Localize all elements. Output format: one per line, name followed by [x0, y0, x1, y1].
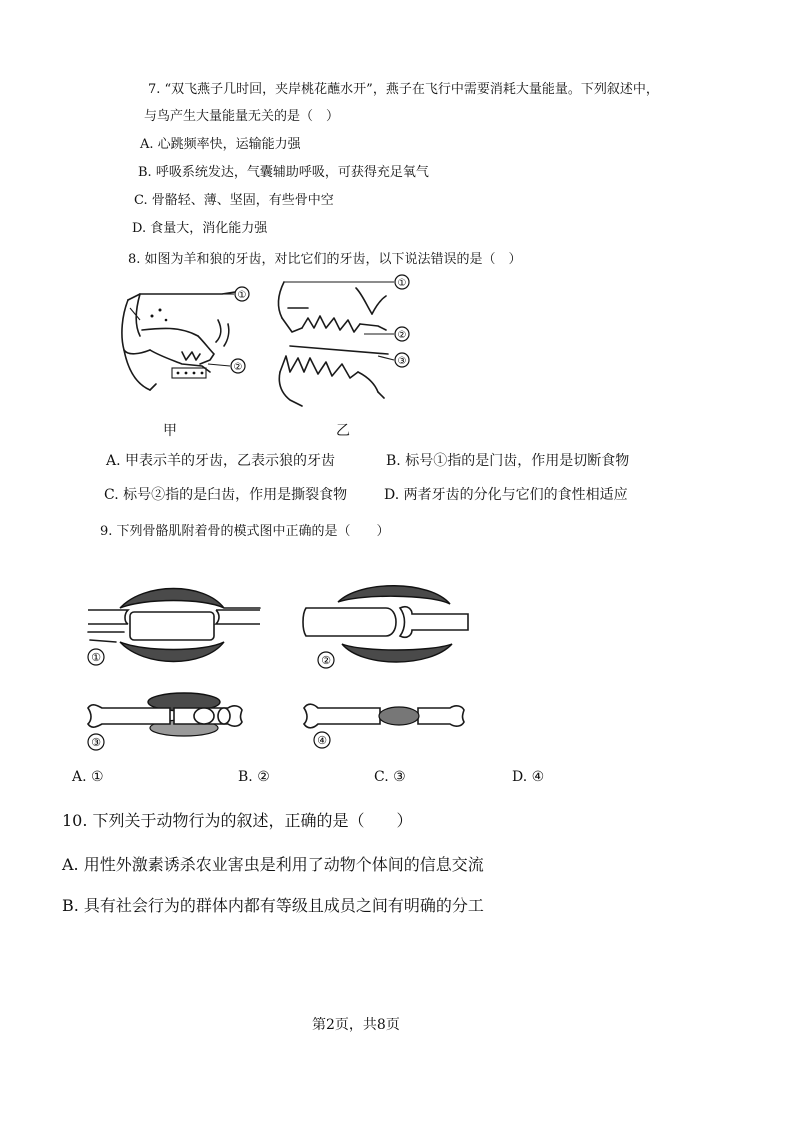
fig-caption-yi: 乙 — [336, 423, 350, 439]
q9-option-c: C. ③ — [374, 769, 406, 785]
muscle-diagram-1 — [84, 580, 264, 675]
q7-option-c: C. 骨骼轻、薄、坚固，有些骨中空 — [134, 193, 334, 208]
wolf-label-3: ③ — [397, 356, 407, 367]
diagram-label-3: ③ — [91, 736, 101, 749]
muscle-diagram-3 — [84, 682, 264, 752]
fig-caption-jia: 甲 — [163, 423, 177, 439]
q7-option-a: A. 心跳频率快，运输能力强 — [140, 137, 301, 152]
q8-stem: 8. 如图为羊和狼的牙齿，对比它们的牙齿，以下说法错误的是（ ） — [128, 252, 522, 267]
q7-stem-line1: 7. “双飞燕子几时回，夹岸桃花蘸水开”，燕子在飞行中需要消耗大量能量。下列叙述中， — [148, 82, 659, 97]
q8-option-b: B. 标号①指的是门齿，作用是切断食物 — [386, 453, 630, 469]
q9-option-d: D. ④ — [512, 769, 545, 785]
wolf-teeth-figure — [268, 272, 418, 422]
q8-option-d: D. 两者牙齿的分化与它们的食性相适应 — [384, 487, 628, 503]
q7-stem-line2: 与鸟产生大量能量无关的是（ ） — [144, 109, 340, 124]
sheep-teeth-figure — [110, 280, 260, 420]
q10-option-a: A. 用性外激素诱杀农业害虫是利用了动物个体间的信息交流 — [62, 855, 484, 874]
page-number: 第2页，共8页 — [312, 1017, 400, 1033]
wolf-label-1: ① — [397, 278, 407, 289]
wolf-label-2: ② — [397, 330, 407, 341]
q10-option-b: B. 具有社会行为的群体内都有等级且成员之间有明确的分工 — [62, 896, 484, 915]
q8-option-c: C. 标号②指的是臼齿，作用是撕裂食物 — [104, 487, 348, 503]
q7-option-b: B. 呼吸系统发达，气囊辅助呼吸，可获得充足氧气 — [138, 165, 429, 180]
diagram-label-4: ④ — [317, 734, 327, 747]
diagram-label-2: ② — [321, 654, 331, 667]
muscle-diagram-4 — [300, 690, 475, 750]
q8-option-a: A. 甲表示羊的牙齿，乙表示狼的牙齿 — [106, 453, 336, 469]
q9-option-a: A. ① — [72, 769, 104, 785]
sheep-label-2: ② — [233, 362, 243, 373]
diagram-label-1: ① — [91, 651, 101, 664]
q9-option-b: B. ② — [238, 769, 270, 785]
q10-stem: 10. 下列关于动物行为的叙述，正确的是（ ） — [62, 811, 413, 830]
q7-option-d: D. 食量大，消化能力强 — [132, 221, 268, 236]
sheep-label-1: ① — [237, 290, 247, 301]
q9-stem: 9. 下列骨骼肌附着骨的模式图中正确的是（ ） — [100, 524, 390, 539]
muscle-diagram-2 — [300, 580, 475, 675]
